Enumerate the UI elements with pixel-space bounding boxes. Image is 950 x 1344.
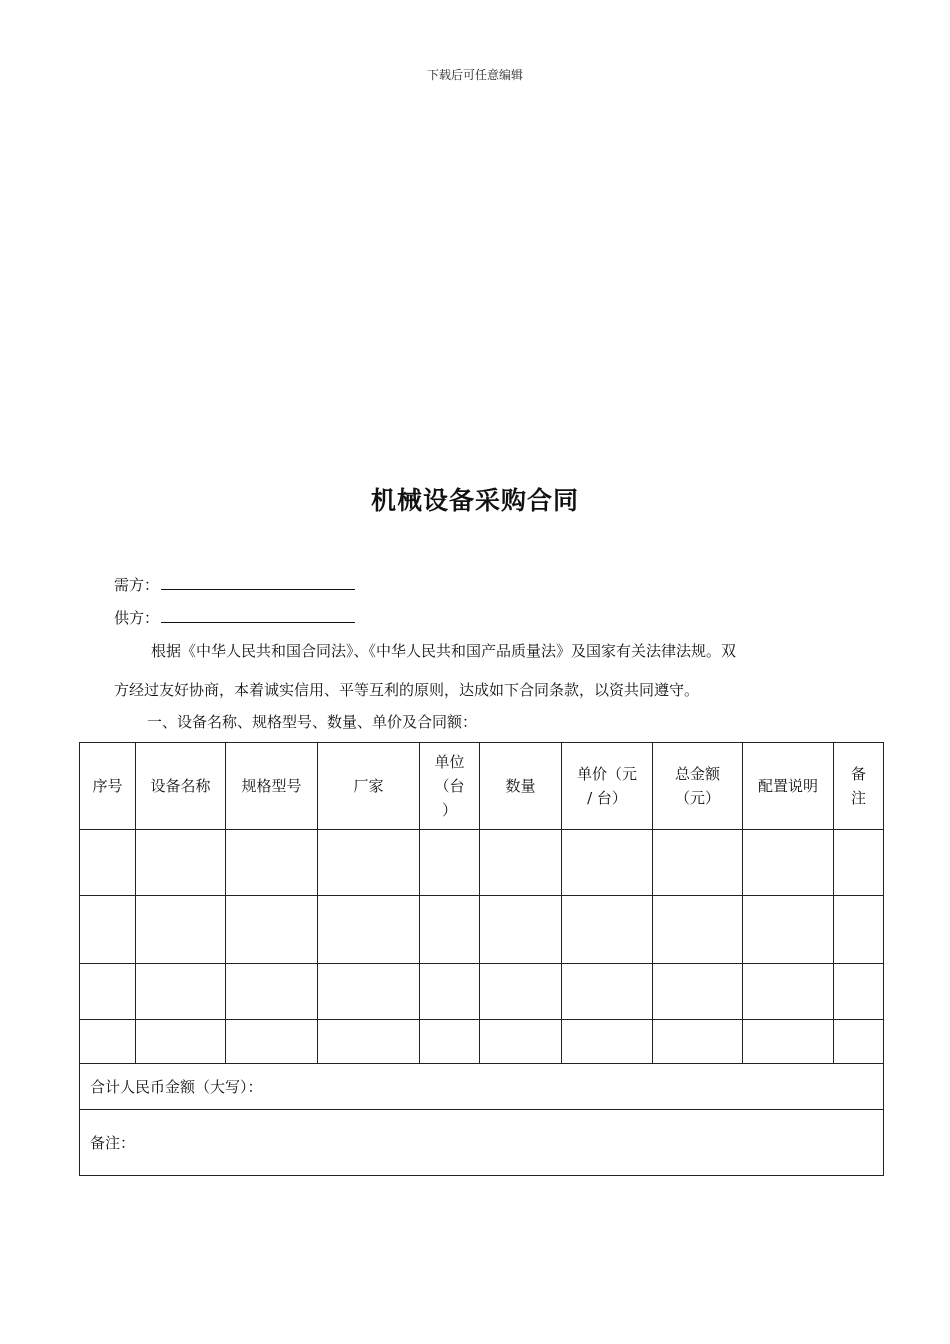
- table-cell[interactable]: [562, 1020, 653, 1064]
- table-cell[interactable]: [420, 964, 480, 1020]
- header-unit-line-2: （台: [434, 777, 465, 795]
- table-cell[interactable]: [318, 964, 420, 1020]
- table-cell[interactable]: [226, 830, 318, 896]
- header-remark-line-1: 备: [850, 765, 866, 783]
- seller-label: 供方：: [114, 609, 160, 627]
- table-cell[interactable]: [480, 964, 562, 1020]
- preamble-line-1: 根据《中华人民共和国合同法》、《中华人民共和国产品质量法》及国家有关法律法规。双: [151, 642, 737, 660]
- table-cell[interactable]: [834, 830, 884, 896]
- table-cell[interactable]: [562, 830, 653, 896]
- table-cell[interactable]: [562, 964, 653, 1020]
- table-cell[interactable]: [80, 1020, 136, 1064]
- header-unit-line-1: 单位: [434, 753, 465, 771]
- table-cell[interactable]: [136, 1020, 226, 1064]
- table-cell[interactable]: [420, 896, 480, 964]
- table-cell[interactable]: [834, 1020, 884, 1064]
- table-cell[interactable]: [480, 896, 562, 964]
- header-seq: 序号: [80, 743, 136, 830]
- header-unit: [420, 743, 480, 830]
- table-row: [80, 896, 884, 964]
- header-name: 设备名称: [136, 743, 226, 830]
- table-cell[interactable]: [480, 1020, 562, 1064]
- table-row: [80, 964, 884, 1020]
- header-price-line-2: / 台）: [587, 789, 627, 807]
- table-cell[interactable]: [80, 830, 136, 896]
- header-remark: [834, 743, 884, 830]
- table-cell[interactable]: [743, 830, 834, 896]
- table-cell[interactable]: [743, 896, 834, 964]
- table-cell[interactable]: [318, 896, 420, 964]
- header-total: [653, 743, 743, 830]
- table-cell[interactable]: [226, 1020, 318, 1064]
- remark-row: [80, 1110, 884, 1176]
- table-cell[interactable]: [743, 964, 834, 1020]
- header-qty: 数量: [480, 743, 562, 830]
- table-cell[interactable]: [226, 964, 318, 1020]
- total-amount-row: [80, 1064, 884, 1110]
- table-cell[interactable]: [318, 1020, 420, 1064]
- table-cell[interactable]: [80, 896, 136, 964]
- section-1-heading: 一、设备名称、规格型号、数量、单价及合同额：: [147, 713, 478, 731]
- header-note: 下载后可任意编辑: [426, 68, 523, 82]
- table-row: [80, 1020, 884, 1064]
- table-cell[interactable]: [226, 896, 318, 964]
- seller-blank-line[interactable]: [161, 608, 355, 623]
- header-total-line-1: 总金额: [674, 765, 720, 783]
- table-cell[interactable]: [653, 1020, 743, 1064]
- table-cell[interactable]: [743, 1020, 834, 1064]
- buyer-blank-line[interactable]: [161, 575, 355, 590]
- equipment-table: [79, 742, 884, 1176]
- header-price: [562, 743, 653, 830]
- table-cell[interactable]: [653, 964, 743, 1020]
- remark-label[interactable]: 备注：: [80, 1110, 884, 1176]
- buyer-field: [114, 574, 355, 596]
- table-cell[interactable]: [480, 830, 562, 896]
- total-amount-label[interactable]: 合计人民币金额（大写）：: [80, 1064, 884, 1110]
- header-unit-line-3: ）: [441, 801, 457, 819]
- table-cell[interactable]: [420, 1020, 480, 1064]
- table-cell[interactable]: [562, 896, 653, 964]
- table-cell[interactable]: [136, 830, 226, 896]
- seller-field: [114, 607, 355, 629]
- header-model: 规格型号: [226, 743, 318, 830]
- header-maker: 厂家: [318, 743, 420, 830]
- table-cell[interactable]: [136, 896, 226, 964]
- table-row: [80, 830, 884, 896]
- table-cell[interactable]: [653, 896, 743, 964]
- table-cell[interactable]: [834, 964, 884, 1020]
- header-total-line-2: （元）: [674, 789, 720, 807]
- table-cell[interactable]: [834, 896, 884, 964]
- document-title: 机械设备采购合同: [370, 486, 579, 515]
- table-cell[interactable]: [420, 830, 480, 896]
- header-price-line-1: 单价（元: [576, 765, 637, 783]
- table-cell[interactable]: [136, 964, 226, 1020]
- table-cell[interactable]: [653, 830, 743, 896]
- table-header-row: [80, 743, 884, 830]
- preamble-line-2: 方经过友好协商，本着诚实信用、平等互利的原则，达成如下合同条款，以资共同遵守。: [114, 681, 700, 699]
- header-remark-line-2: 注: [850, 789, 866, 807]
- table-cell[interactable]: [318, 830, 420, 896]
- buyer-label: 需方：: [114, 576, 160, 594]
- header-config: 配置说明: [743, 743, 834, 830]
- table-cell[interactable]: [80, 964, 136, 1020]
